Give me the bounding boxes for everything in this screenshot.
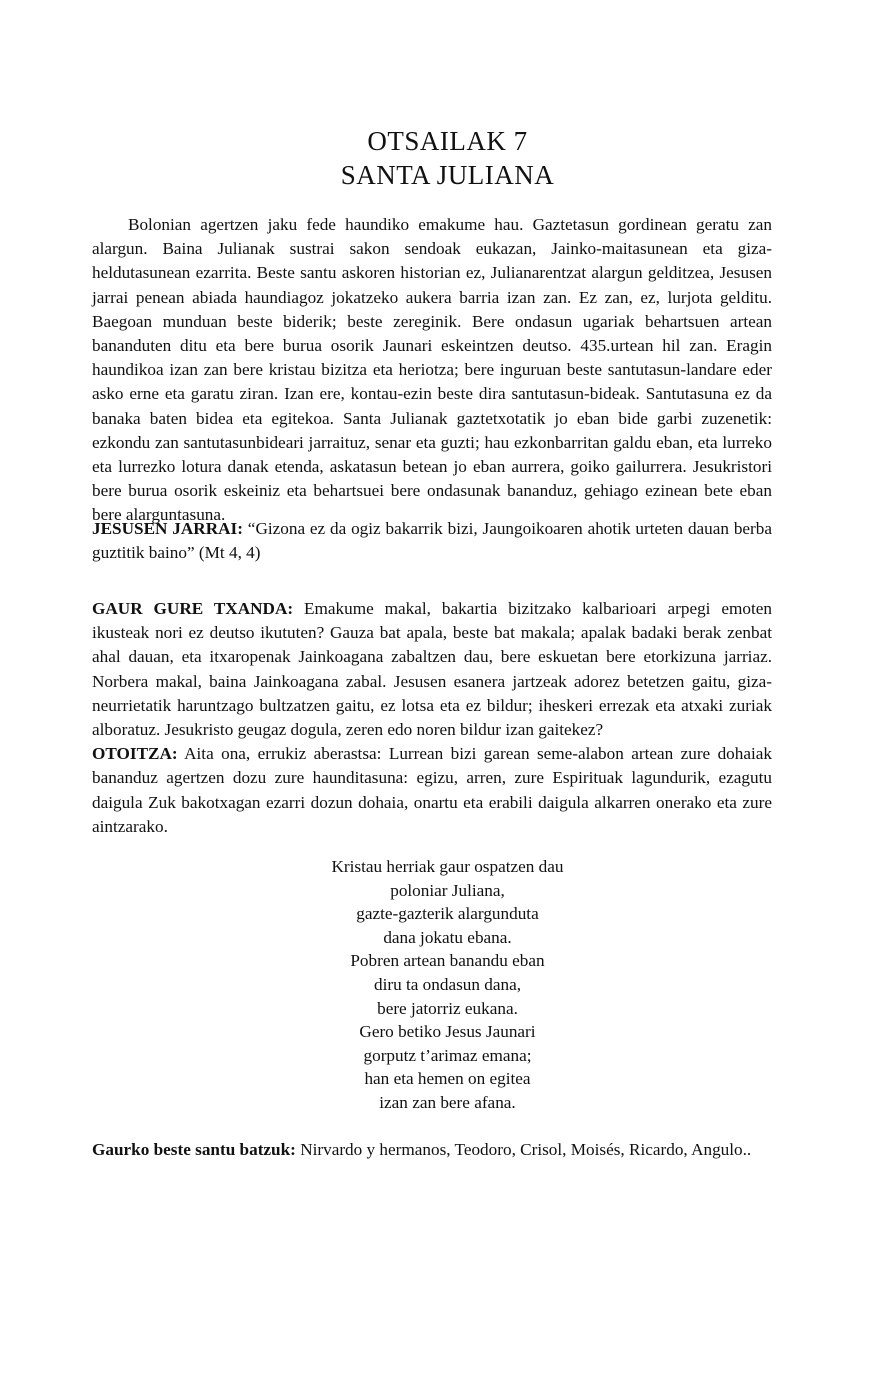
intro-text: Bolonian agertzen jaku fede haundiko emakume hau. Gaztetasun gordinean geratu zan alargun. Baina Julianak sustrai sakon sendoak eukazan, Jainko-maitasunean eta giza-heldutasunean ezarrita. Beste santu askoren historian ez, Julianarentzat alargun gelditzea, Jesusen jarrai penean abiada haundiagoz jokatzeko aukera barria izan zan. Ez zan, ez, lurjota gelditu. Baegoan munduan beste biderik; beste zereginik. Bere ondasun ugariak behartsuen artean bananduten ditu eta bere burua osorik Jaunari eskeintzen deutso. 435.urtean hil zan. Eragin haundikoa izan zan bere kristau bizitza eta heriotza; bere inguruan beste santutasun-landare eder asko erne eta garatu ziran. Izan ere, kontau-ezin beste dira santutasun-bideak. Santutasuna ez da banaka baten bidea eta egitekoa. Santa Julianak gaztetxotatik jo eban bide garbi zuzenetik: ezkondu zan santutasunbideari jarraituz, senar eta guzti; hau ezkonbarritan galdu eban, eta lurreko eta lurrezko lotura danak etenda, askatasun betean jo eban aurrera, goiko gailurrera. Jesukristori bere burua osorik eskeiniz eta behartsuei bere ondasunak bananduz, gehiago ezinean bete eban bere alarguntasuna. (92, 215, 772, 525)
title-date: OTSAILAK 7 (367, 126, 528, 156)
other-saints-label: Gaurko beste santu batzuk: (92, 1140, 296, 1159)
jesusen-jarrai-section (92, 517, 772, 565)
otoitza-text: Aita ona, errukiz aberastsa: Lurrean bizi garean seme-alabon artean zure dohaiak bananduz agertzen dozu zure haunditasuna: egizu, arren, zure Espirituak lagundurik, ezagutu daigula Zuk bakotxagan ezarri dozun dohaia, onartu eta erabili daigula alkarren onerako eta zure aintzarako. (92, 744, 772, 836)
jesusen-jarrai-label: JESUSEN JARRAI: (92, 519, 243, 538)
page-title (0, 124, 895, 192)
otoitza-label: OTOITZA: (92, 744, 178, 764)
gaur-gure-txanda-label: GAUR GURE TXANDA: (92, 599, 294, 618)
poem-line: izan zan bere afana. (379, 1092, 516, 1112)
poem-line: dana jokatu ebana. (383, 927, 512, 947)
poem-line: Kristau herriak gaur ospatzen dau (331, 857, 564, 876)
poem-line: Pobren artean banandu eban (350, 951, 545, 971)
other-saints-text: Nirvardo y hermanos, Teodoro, Crisol, Moisés, Ricardo, Angulo.. (295, 1140, 752, 1159)
poem-line: Gero betiko Jesus Jaunari (359, 1022, 536, 1042)
gaur-gure-txanda-text: Emakume makal, bakartia bizitzako kalbarioari arpegi emoten ikusteak nori ez deutso ikututen? Gauza bat apala, beste bat makala; apalak badaki berak zenbat ahal dauan, eta itxaropenak Jainkoagana zabaltzen dau, bere eskuetan bere etorkizuna jarriaz. Norbera makal, baina Jainkoagana zabal. Jesusen esanera jartzeak adorez betetzen gaitu, giza-neurrietatik haruntzago bultzatzen gaitu, ez lotsa eta ez bildur; iheskeri errezak eta atxaki zuriak alboratuz. Jesukristo geugaz dogula, zeren edo noren bildur izan gaitekez? (92, 599, 772, 740)
gaur-gure-txanda-section (92, 597, 772, 839)
jesusen-jarrai-text: “Gizona ez da ogiz bakarrik bizi, Jaungoikoaren ahotik urteten dauan berba guztitik baino” (Mt 4, 4) (92, 519, 772, 563)
poem-line: poloniar Juliana, (390, 880, 505, 900)
poem-line: han eta hemen on egitea (364, 1069, 531, 1089)
title-saint: SANTA JULIANA (340, 160, 555, 190)
poem-line: bere jatorriz eukana. (377, 998, 518, 1018)
poem-line: gazte-gazterik alargunduta (356, 904, 539, 924)
other-saints (92, 1138, 792, 1162)
poem-line: gorputz t’arimaz emana; (363, 1045, 532, 1065)
poem-line: diru ta ondasun dana, (373, 974, 521, 994)
poem (0, 855, 895, 1115)
otoitza-section (92, 742, 772, 839)
intro-paragraph (92, 213, 772, 528)
